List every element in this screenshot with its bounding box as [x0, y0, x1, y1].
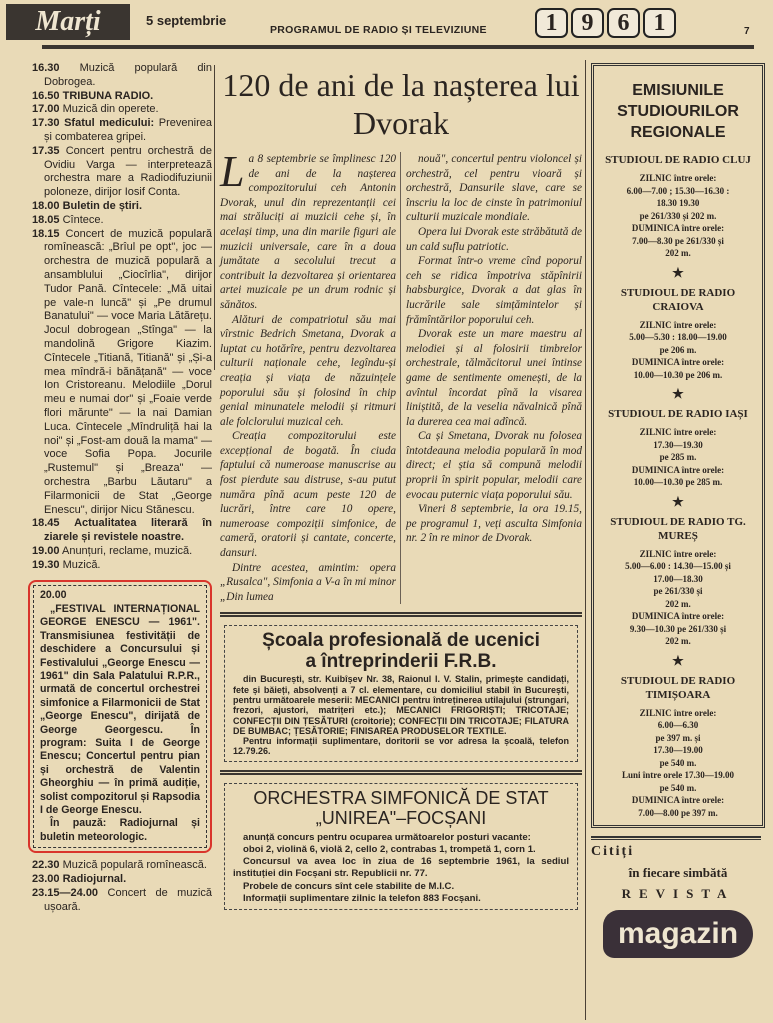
paragraph-text: Dvorak este un mare maestru al melodiei și al folosirii timbrelor orchestrale, tălmăcitorul unei întinse game de sentimente omenești, de la avîntul încordat pînă la visarea liniștită, de la veselia năvalnică pînă la durerea cea mai adîncă.: [406, 328, 582, 428]
magazin-line2: în fiecare simbătă: [628, 865, 728, 880]
schedule-line: 7.00—8.00 pe 397 m.: [638, 807, 718, 818]
festival-pause: În pauză: Radiojurnal și buletin meteorologic.: [40, 817, 200, 843]
program-text: Prevenirea și combaterea gripei.: [44, 117, 212, 143]
program-entry: [32, 545, 212, 559]
program-entry: [32, 145, 212, 200]
orchestra-advert-subtitle: „UNIREA"–FOCȘANI: [315, 807, 487, 828]
day-logo: Marți: [6, 4, 130, 40]
schedule-line: pe 540 m.: [659, 757, 697, 768]
schedule-line: DUMINICA între orele:: [631, 464, 725, 475]
middle-column: [220, 66, 582, 910]
magazin-line1: Citiți: [591, 844, 635, 859]
program-time: 16.50: [32, 89, 60, 102]
section-rule: [220, 770, 582, 775]
paragraph-text: Alături de compatriotul său mai vîrstnic Bedrich Smetana, Dvorak a luptat cu hotărîre, pentru dezvoltarea culturii naționale cehe, legîndu-și creația și viața de năzuințele poporului său și folosind în chip genial minunatele melodii și ritmuri ale folclorului muzical ceh.: [220, 313, 396, 428]
radio-program-list-late: [32, 859, 212, 914]
page-header: [0, 0, 773, 52]
program-entry: [32, 559, 212, 573]
program-time: 17.30: [32, 117, 60, 130]
magazin-line3: REVISTA: [621, 886, 735, 901]
year-digit: 6: [607, 8, 640, 38]
article-paragraph: [220, 313, 396, 430]
page-number: 7: [744, 26, 750, 37]
article-paragraph: [406, 254, 582, 327]
program-time: 18.00: [32, 199, 60, 212]
program-time: 18.45: [32, 517, 60, 530]
paragraph-text: Creația compozitorului este excepțional de bogată. În ciuda faptului că numeroase manuscrise au fost pierdute sau distruse, s-au putut număra pînă acum peste 120 de lucrări, între care 10 opere, numeroase compoziții simfonice, de cameră, oratorii și cantate, concerte, dansuri.: [220, 430, 396, 560]
paragraph-text: Vineri 8 septembrie, la ora 19.15, pe programul 1, veți asculta Simfonia nr. 2 în re minor de Dvorak.: [406, 503, 582, 545]
program-entry: [32, 517, 212, 545]
schedule-line: ZILNIC între orele:: [639, 319, 717, 330]
program-entry: [32, 103, 212, 117]
schedule-line: pe 261/330 și: [653, 586, 703, 596]
article-paragraph: [406, 152, 582, 225]
paragraph-text: Dintre acestea, amintim: opera „Rusalca", Simfonia a V-a în mi minor „Din lumea: [220, 561, 396, 603]
studio-name: STUDIOUL DE RADIO CLUJ: [605, 154, 751, 166]
article-paragraph: [220, 561, 396, 605]
program-text: Muzică populară din Dobrogea.: [44, 62, 212, 88]
paragraph-text: a 8 septembrie se împlinesc 120 de ani de la nașterea compozitorului ceh Antonin Dvorak, unul din reprezentanții cei mai străluciți ai muzicii cehe și, în același timp, una din marile figuri ale muzicii universale, care în a doua jumătate a secolului trecut a contribuit la dezvoltarea și orientarea artei muzicale pe un drum rodnic și sănătos.: [220, 153, 396, 311]
schedule-line: 7.00—8.30 pe 261/330 și: [632, 235, 724, 246]
studio-name: STUDIOUL DE RADIO CRAIOVA: [620, 286, 736, 313]
program-text: Concert de muzică ușoară.: [44, 886, 212, 913]
program-title: Actualitatea literară în ziarele și revistele noastre.: [44, 517, 212, 544]
star-icon: ★: [672, 493, 684, 509]
article-column-1: [220, 147, 396, 604]
school-advert-info: Pentru informații suplimentare, doritorii se vor adresa la școală, telefon 12.79.26.: [233, 736, 569, 757]
program-text: Muzică.: [62, 558, 101, 571]
radio-program-column: [32, 62, 212, 914]
program-time: 19.30: [32, 558, 60, 571]
header-rule: [42, 45, 754, 49]
program-entry: [32, 62, 212, 90]
star-icon: ★: [672, 264, 684, 280]
program-entry: [32, 887, 212, 915]
magazin-logo: magazin: [603, 910, 753, 958]
paragraph-text: Opera lui Dvorak este străbătută de un cald suflu patriotic.: [406, 225, 582, 253]
festival-text: „FESTIVAL INTERNAȚIONAL GEORGE ENESCU — 1961". Transmisiunea festivității de deschidere a Concursului și Festivalului „George Enescu — 1961" din Sala Palatului R.P.R., urmată de concertul orchestrei simfonice a Filarmonicii de Stat „George Enescu", dirijată de George Georgescu. În program: Suita I de George Enescu; Concertul pentru pian și orchestră de Valentin Gheorghiu — în primă audiție, solist compozitorul și Rapsodia I de George Enescu.: [40, 602, 200, 816]
studio-section: [598, 153, 758, 260]
program-entry: [32, 90, 212, 104]
schedule-line: DUMINICA între orele:: [631, 223, 725, 233]
studio-name: STUDIOUL DE RADIO TG. MUREȘ: [610, 515, 746, 542]
schedule-line: 18.30 19.30: [656, 198, 700, 208]
schedule-line: 17.30—19.30: [653, 439, 703, 450]
schedule-line: ZILNIC între orele:: [639, 548, 717, 559]
orchestra-advert-paragraph: Probele de concurs sînt cele stabilite de M.I.C.: [243, 880, 455, 892]
paragraph-text: Ca și Smetana, Dvorak nu folosea întotdeauna melodia populară în mod direct; el știa să compună melodii proprii în spirit popular, melodii care evocau puternic viața poporului său.: [406, 430, 582, 501]
article-paragraph: [406, 225, 582, 254]
program-text: Muzică populară romînească.: [62, 859, 207, 872]
program-time: 22.30: [32, 859, 60, 872]
drop-cap: L: [220, 147, 245, 196]
regional-studios-box: [591, 63, 765, 828]
school-advert-subtitle: a întreprinderii F.R.B.: [305, 651, 497, 673]
orchestra-advert-title: ORCHESTRA SIMFONICĂ DE STAT: [253, 787, 549, 808]
studio-section: [598, 286, 758, 382]
school-advert-title: Școala profesională de ucenici: [262, 630, 540, 652]
radio-program-list: [32, 62, 212, 572]
schedule-line: 6.00—6.30: [657, 720, 699, 730]
schedule-line: DUMINICA între orele:: [631, 795, 725, 805]
schedule-line: ZILNIC între orele:: [639, 707, 717, 718]
star-icon: ★: [672, 652, 684, 668]
schedule-line: pe 540 m.: [659, 782, 697, 793]
program-text: Muzică din operete.: [62, 103, 159, 116]
program-time: 16.30: [32, 62, 60, 74]
magazin-advert: [591, 840, 765, 958]
program-time: 17.35: [32, 144, 60, 157]
paragraph-text: Format într-o vreme cînd poporul ceh se ridica împotriva stăpînirii habsburgice, Dvorak a dat glas în lucrările sale simțămintelor și frămîntărilor poporului ceh.: [406, 255, 582, 326]
regional-title: EMISIUNILE STUDIOURILOR REGIONALE: [617, 82, 739, 141]
section-title: PROGRAMUL DE RADIO ȘI TELEVIZIUNE: [270, 24, 487, 36]
program-title: Buletin de știri.: [62, 199, 143, 212]
right-column: [591, 63, 765, 958]
program-time: 19.00: [32, 544, 60, 557]
schedule-line: Luni între orele 17.30—19.00: [622, 770, 734, 780]
program-text: Anunțuri, reclame, muzică.: [61, 544, 193, 557]
festival-entry: [33, 585, 207, 848]
article-column-2: [400, 152, 582, 604]
schedule-line: pe 206 m.: [659, 344, 697, 355]
program-entry: [32, 117, 212, 145]
schedule-line: pe 285 m.: [659, 452, 697, 462]
studio-section: [598, 674, 758, 820]
program-title: TRIBUNA RADIO.: [62, 89, 154, 102]
paragraph-text: nouă", concertul pentru violoncel și orchestră, cel pentru vioară și orchestră, Dansurile slave, care se înscriu la loc de cinste în patrimoniul culturii muzicale mondiale.: [406, 153, 582, 224]
program-text: Concert pentru orchestră de Ovidiu Varga — interpretează orchestra mare a Radiodifuziunii poloneze, dirijor Iosif Conta.: [44, 144, 212, 199]
program-text: Concert de muzică populară romînească: „Brîul pe opt", joc — orchestra de muzică populară a ansamblului „Ciocîrlia", dirijor Tudor Pană. Cîntecele: „Mă uitai pe vale-n luncă" și „Pe drumul Banatului" — voce Maria Lătărețu. Jocul dobrogean „Stînga" — la mandolină Grigore Kiazim. Cîntecele „Titiană, Titiană" și „Și-a mea mîndră-i bănățană" — voce Ion Cristoreanu. Melodiile „Dorul meu e numai dor" și „Foaie verde flori mărunte" — la nai Damian Luca. Cîntecele „Mîndruliță hai la noi" și „Fost-am două la mama" — voce Sofia Popa. Jocurile „Rustemul" și „Breaza" — orchestra „Barbu Lăutaru" a Filarmonicii de Stat „George Enescu", dirijor Nicu Stănescu.: [44, 227, 212, 516]
article-paragraph: [220, 147, 396, 313]
schedule-line: ZILNIC între orele:: [639, 173, 717, 183]
orchestra-advert-paragraph: Concursul va avea loc în ziua de 16 septembrie 1961, la sediul instituției din Focșani str. Republicii nr. 77.: [233, 856, 569, 880]
program-time: 18.15: [32, 227, 60, 240]
year-badge: [535, 8, 676, 38]
article-paragraph: [220, 429, 396, 560]
orchestra-advert-paragraph: Informații suplimentare zilnic la telefon 883 Focșani.: [243, 892, 481, 904]
schedule-line: 202 m.: [665, 248, 691, 258]
issue-date: 5 septembrie: [146, 13, 227, 28]
program-entry: [32, 859, 212, 873]
schedule-line: DUMINICA între orele:: [631, 357, 725, 367]
article-paragraph: [406, 429, 582, 502]
schedule-line: 10.00—10.30 pe 285 m.: [633, 477, 723, 487]
school-advert-body: din București, str. Kuibîșev Nr. 38, Raionul I. V. Stalin, primește candidați, fete și băieți, absolvenți a 7 cl. elementare, cu domiciliul stabil în București, pentru următoarele meserii: MECANICI pentru întreținerea utilajului (strungari, frezori, ajustori, matrițeri etc.); MECANICI FRIGORIȘTI; TRICOTAJE; CONFECȚII DIN ȚESĂTURI (croitorie); CONFECȚII DIN TRICOTAJE; FILATURA DE BUMBAC; ȚESĂTORIE; FINISAREA PRODUSELOR TEXTILE.: [233, 674, 569, 736]
program-text: Cîntece.: [62, 213, 104, 226]
article-title: 120 de ani de la nașterea lui Dvorak: [222, 67, 580, 141]
program-entry: [32, 228, 212, 518]
article-paragraph: [406, 502, 582, 546]
program-time: 23.15—24.00: [32, 886, 99, 899]
schedule-line: 6.00—7.00 ; 15.30—16.30 :: [626, 185, 730, 196]
program-title: Radiojurnal.: [62, 873, 127, 885]
schedule-line: 17.00—18.30: [653, 573, 703, 584]
highlight-box: [28, 580, 212, 853]
schedule-line: 9.30—10.30 pe 261/330 și: [629, 623, 727, 634]
schedule-line: 202 m.: [665, 598, 691, 609]
schedule-line: ZILNIC între orele:: [639, 427, 717, 437]
schedule-line: 202 m.: [665, 636, 691, 646]
schedule-line: pe 261/330 și 202 m.: [639, 210, 717, 221]
program-entry: [32, 200, 212, 214]
studio-name: STUDIOUL DE RADIO TIMIȘOARA: [620, 674, 736, 701]
schedule-line: 17.30—19.00: [653, 745, 703, 755]
program-entry: [32, 873, 212, 887]
studio-section: [598, 515, 758, 648]
program-time: 18.05: [32, 213, 60, 226]
studio-name: STUDIOUL DE RADIO IAȘI: [608, 408, 748, 420]
studio-section: [598, 407, 758, 489]
schedule-line: 5.00—6.00 : 14.30—15.00 și: [625, 561, 731, 571]
orchestra-advert: [224, 783, 578, 910]
section-rule: [220, 612, 582, 617]
program-title: Sfatul medicului:: [64, 117, 155, 130]
program-time: 17.00: [32, 103, 60, 116]
year-digit: 1: [643, 8, 676, 38]
school-advert: [224, 625, 578, 761]
article-paragraph: [406, 327, 582, 429]
year-digit: 1: [535, 8, 568, 38]
star-icon: ★: [672, 386, 684, 401]
festival-time: 20.00: [40, 589, 67, 602]
year-digit: 9: [571, 8, 604, 38]
schedule-line: DUMINICA între orele:: [631, 611, 725, 621]
schedule-line: 10.00—10.30 pe 206 m.: [633, 369, 723, 380]
orchestra-advert-paragraph: oboi 2, violină 6, violă 2, cello 2, contrabas 1, trompetă 1, corn 1.: [243, 843, 536, 855]
schedule-line: pe 397 m. și: [655, 732, 701, 743]
schedule-line: 5.00—5.30 : 18.00—19.00: [629, 332, 727, 342]
orchestra-advert-paragraph: anunță concurs pentru ocuparea următoarelor posturi vacante:: [243, 831, 531, 843]
article-body: [220, 147, 582, 604]
column-divider: [214, 65, 215, 370]
program-time: 23.00: [32, 873, 60, 885]
column-divider: [585, 60, 586, 1020]
program-entry: [32, 214, 212, 228]
